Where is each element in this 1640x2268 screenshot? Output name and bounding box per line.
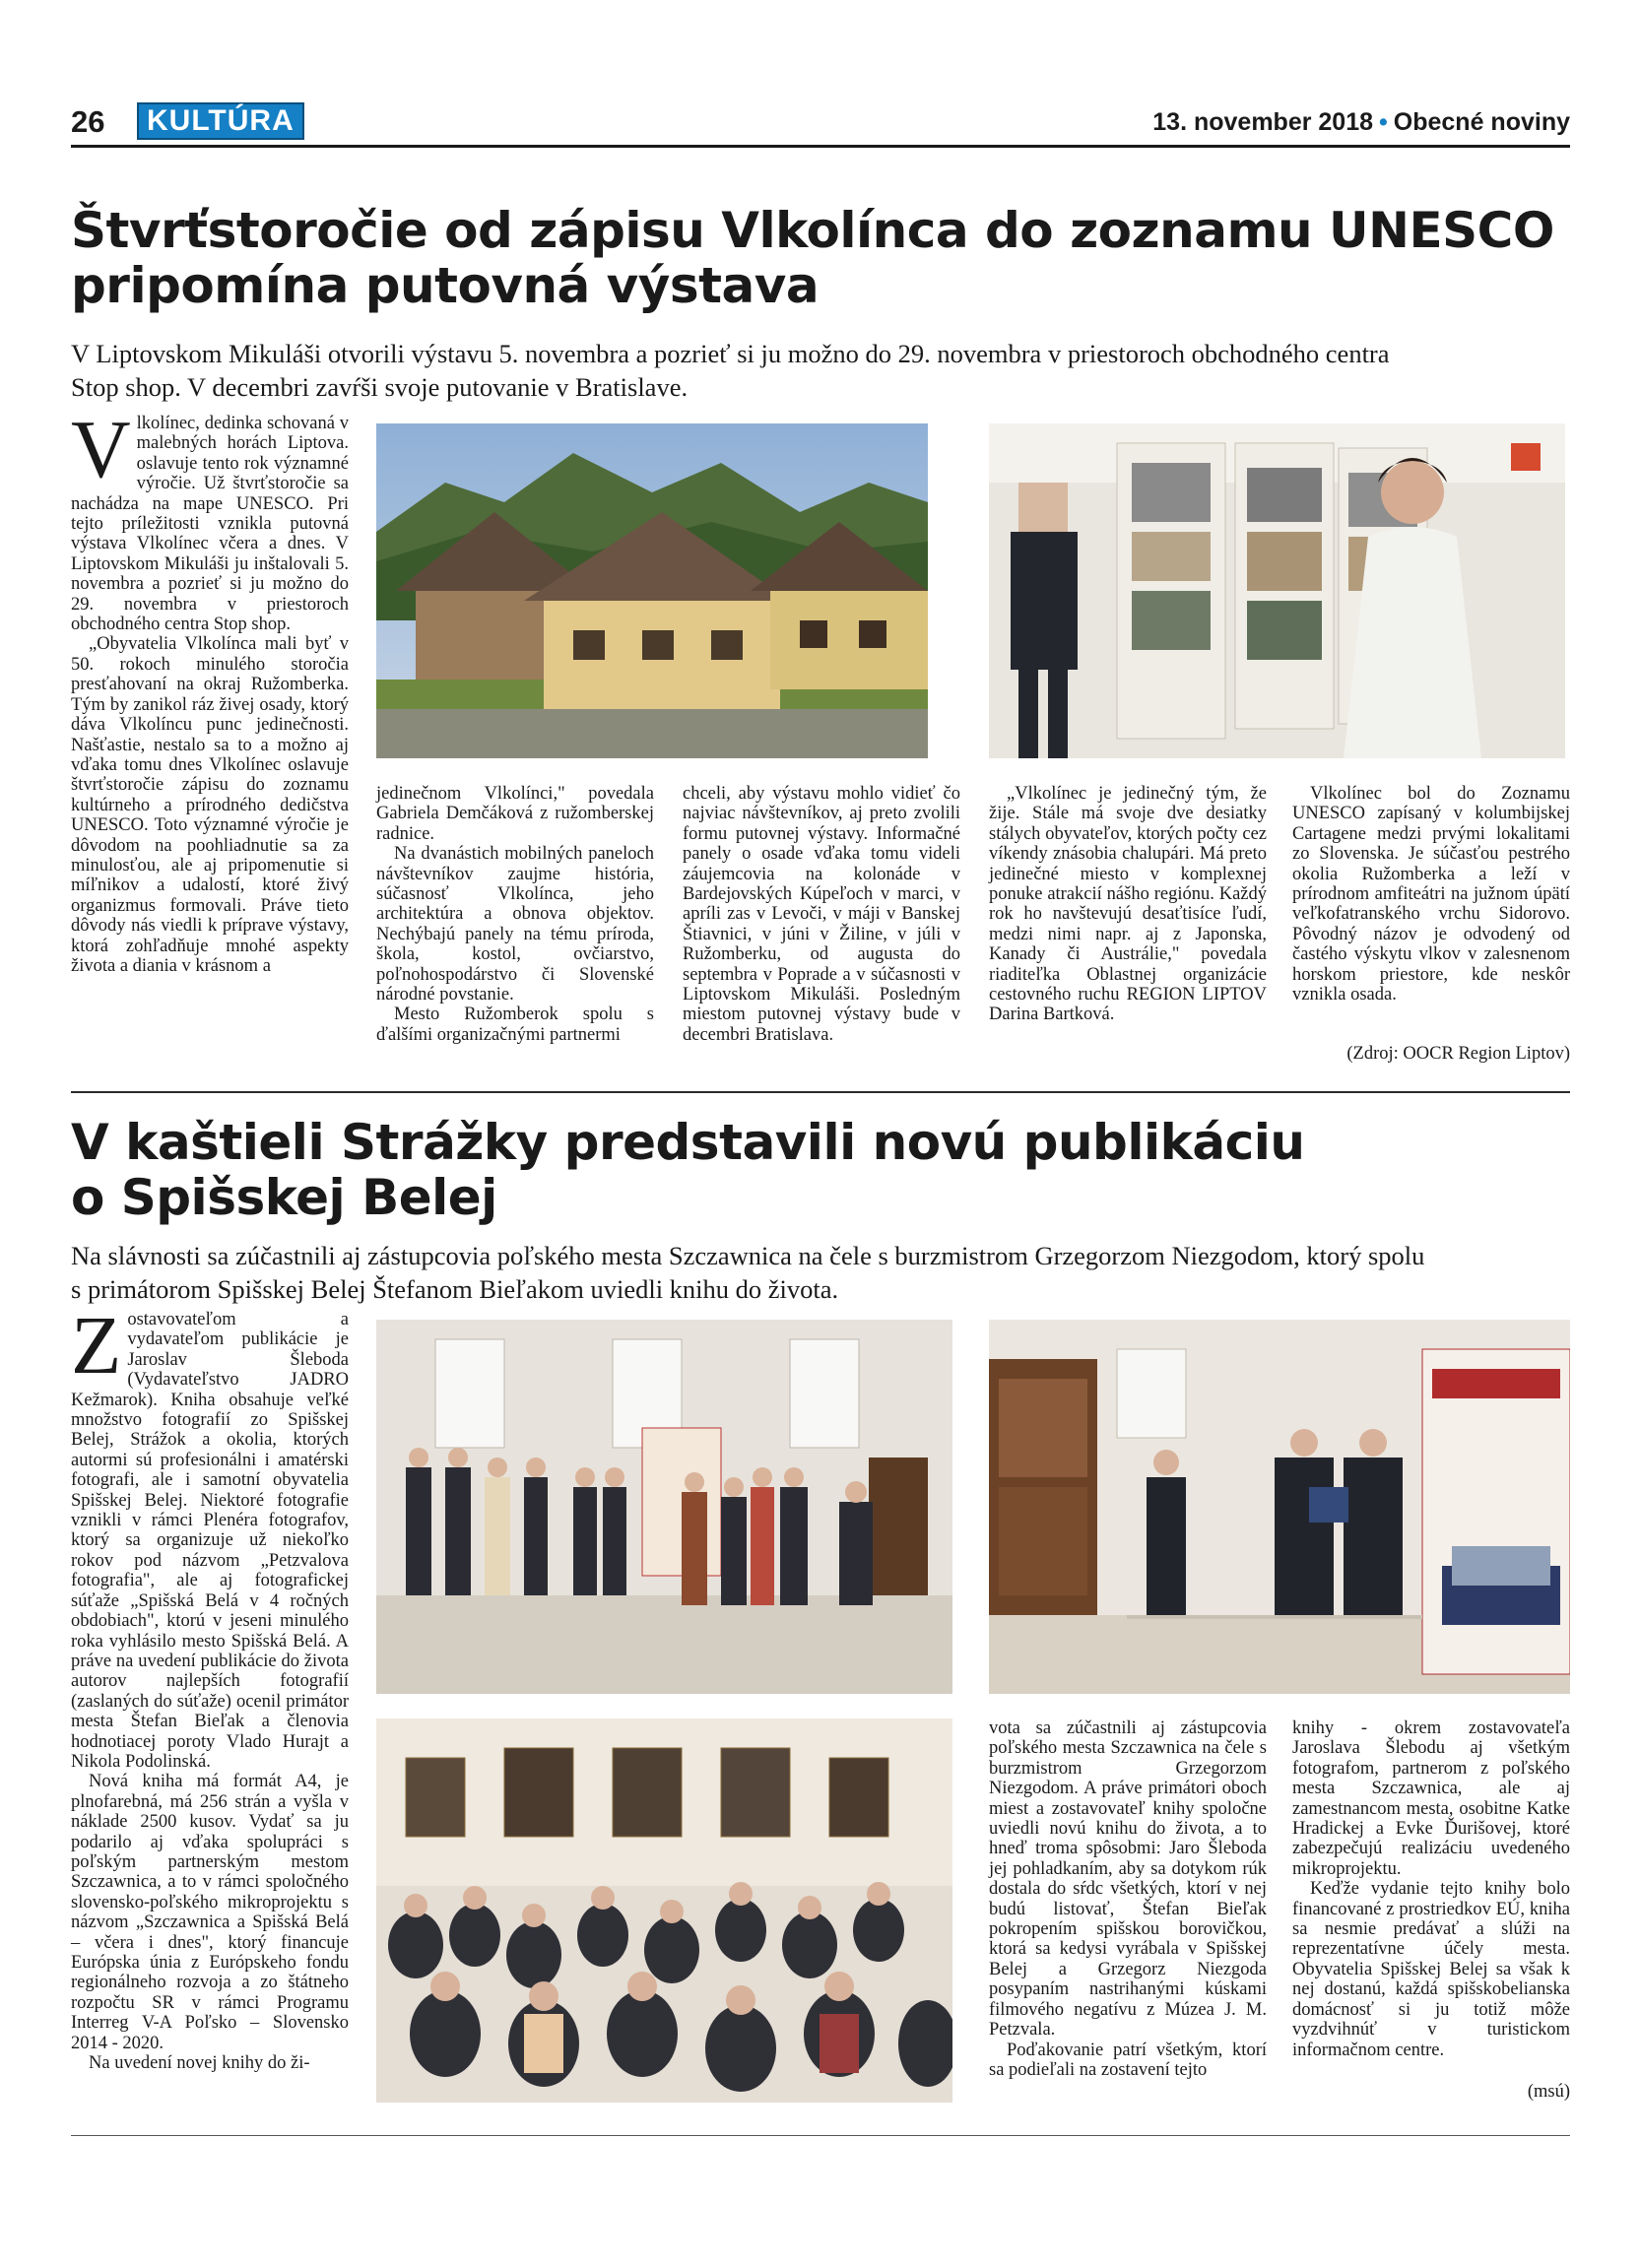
article2-col3-p1: knihy - okrem zostavovateľa Jaroslava Šlebodu aj všetkým fotografom, partnerom z poľského mesta Szczawnica, ale aj zamestnancom mesta, osobitne Katke Hradickej a Evke Ďurišovej, ktoré zabezpečujú realizáciu uvedeného mikroprojektu. bbox=[1292, 1718, 1570, 1879]
issue-info bbox=[1152, 108, 1570, 137]
article2-column-3 bbox=[1292, 1718, 1570, 2093]
article-divider bbox=[71, 1091, 1570, 1093]
book-handover-photo bbox=[989, 1320, 1570, 1694]
article1-col3-p1: chceli, aby výstavu mohlo vidieť čo najviac návštevníkov, aj preto zvolili formu putovnej výstavy. Informačné panely o osade vďaka tomu videli záujemcovia na kolonáde v Bardejovských Kúpeľoch v marci, v apríli zas v Levoči, v máji v Banskej Štiavnici, v júni v Žiline, v júli v Ružomberku, od augusta do septembra v Poprade a v súčasnosti v Liptovskom Mikuláši. Posledným miestom putovnej výstavy bude v decembri Bratislava. bbox=[683, 784, 960, 1045]
article1-credit: (Zdroj: OOCR Region Liptov) bbox=[1346, 1044, 1570, 1064]
audience-photo bbox=[376, 1718, 952, 2103]
article2-title-line1: V kaštieli Strážky predstavili novú publikáciu bbox=[71, 1114, 1305, 1171]
article1-title bbox=[71, 203, 1570, 313]
article1-column-1 bbox=[71, 404, 349, 1071]
article2-col2-p2: Poďakovanie patrí všetkým, ktorí sa podieľali na zostavení tejto bbox=[989, 2040, 1267, 2080]
article1-lead bbox=[71, 337, 1570, 404]
section-tag: KULTÚRA bbox=[137, 102, 304, 140]
award-group-photo bbox=[376, 1320, 952, 1694]
article1-col1-p1: lkolínec, dedinka schovaná v malebných horách Liptova. oslavuje tento rok významné výročie. Už štvrťstoročie sa nachádza na mape UNESCO. Pri tejto príležitosti vznikla putovná výstava Vlkolínec včera a dnes. V Liptovskom Mikuláši ju inštalovali 5. novembra a pozrieť si ju možno do 29. novembra v priestoroch obchodného centra Stop shop. bbox=[71, 414, 349, 635]
article1-lead-line2: Stop shop. V decembri zavŕši svoje putovanie v Bratislave. bbox=[71, 372, 689, 402]
article2-col1-p2: Nová kniha má formát A4, je plnofarebná, má 256 strán a vyšla v náklade 2500 kusov. Vydať sa ju podarilo aj vďaka spolupráci s poľským partnerským mestom Szczawnica, a to v rámci spoločného slovensko-poľského mikroprojektu s názvom „Szczawnica a Spišská Belá – včera i dnes", ktorý financuje Európska únia z Európskeho fondu regionálneho rozvoja a zo štátneho rozpočtu SR v rámci Programu Interreg V-A Poľsko – Slovensko 2014 - 2020. bbox=[71, 1772, 349, 2053]
article2-dropcap: Z bbox=[71, 1300, 122, 1392]
article1-column-3 bbox=[683, 784, 960, 1071]
article2-title bbox=[71, 1115, 1570, 1225]
issue-date: 13. november 2018 bbox=[1152, 108, 1374, 136]
article1-col1-p2: „Obyvatelia Vlkolínca mali byť v 50. rokoch minulého storočia presťahovaní na okraj Ružomberka. Tým by zanikol ráz živej osady, ktorý dáva Vlkolíncu punc jedinečnosti. Našťastie, nestalo sa to a možno aj vďaka tomu dnes Vlkolínec oslavuje štvrťstoročie zápisu do zoznamu kultúrneho a prírodného dedičstva UNESCO. Toto významné výročie je dôvodom na poohliadnutie sa za minulosťou, ale aj pripomenutie si míľnikov a udalostí, ktoré živý organizmus formovali. Práve tieto dôvody nás viedli k príprave výstavy, ktorá zohľadňuje mnohé aspekty života a diania v krásnom a bbox=[71, 634, 349, 976]
article1-column-2 bbox=[376, 784, 654, 1071]
article2-lead-line2: s primátorom Spišskej Belej Štefanom Bieľakom uviedli knihu do života. bbox=[71, 1274, 839, 1304]
exhibition-photo bbox=[989, 423, 1565, 758]
article2-lead bbox=[71, 1239, 1570, 1306]
article1-col2-p1: jedinečnom Vlkolínci," povedala Gabriela Demčáková z ružomberskej radnice. bbox=[376, 784, 654, 844]
separator-dot: • bbox=[1379, 108, 1388, 136]
publication-name: Obecné noviny bbox=[1393, 108, 1570, 136]
article1-lead-line1: V Liptovskom Mikuláši otvorili výstavu 5. novembra a pozrieť si ju možno do 29. novembra v priestoroch obchodného centra bbox=[71, 339, 1390, 368]
article2-title-line2: o Spišskej Belej bbox=[71, 1169, 497, 1226]
article2-lead-line1: Na slávnosti sa zúčastnili aj zástupcovia poľského mesta Szczawnica na čele s burzmistrom Grzegorzom Niezgodom, ktorý spolu bbox=[71, 1241, 1425, 1270]
article1-title-line2: pripomína putovná výstava bbox=[71, 257, 820, 314]
article2-col1-p3: Na uvedení novej knihy do ži- bbox=[89, 2053, 310, 2074]
bottom-rule bbox=[71, 2135, 1570, 2136]
article2-col3-p2: Keďže vydanie tejto knihy bolo financované z prostriedkov EÚ, kniha sa nesmie predávať a slúži na reprezentatívne účely mesta. Obyvatelia Spišskej Belej sa však k nej dostanú, každá spišskobelianska domácnosť si ju totiž môže vyzdvihnúť v turistickom informačnom centre. bbox=[1292, 1879, 1570, 2060]
article2-column-1 bbox=[71, 1300, 349, 2157]
page-header bbox=[71, 102, 1570, 148]
page-number: 26 bbox=[71, 104, 105, 139]
article1-column-5 bbox=[1292, 784, 1570, 1030]
article2-col2-p1: vota sa zúčastnili aj zástupcovia poľského mesta Szczawnica na čele s burzmistrom Grzegorzom Niezgodom. A práve primátori oboch miest a zostavovateľ knihy spoločne uviedli novú knihu do života, a to hneď troma spôsobmi: Jaro Šleboda jej pohladkaním, aby sa dotykom rúk dostala do sŕdc všetkých, ktorí v nej budú listovať, Štefan Bieľak pokropením spišskou borovičkou, ktorá sa kedysi vyrábala v Spišskej Belej a Grzegorz Niezgoda posypaním nastrihanými kúskami filmového negatívu z Múzea J. M. Petzvala. bbox=[989, 1718, 1267, 2041]
village-photo bbox=[376, 423, 928, 758]
article1-col5-p1: Vlkolínec bol do Zoznamu UNESCO zapísaný v kolumbijskej Cartagene medzi prvými lokalitami zo Slovenska. Je súčasťou pestrého okolia Ružomberka a leží v prírodnom amfiteátri na južnom úpätí veľkofatranského vrchu Sidorovo. Pôvodný názov je odvodený od častého výskytu vlkov v zalesnenom horskom priestore, kde neskôr vznikla osada. bbox=[1292, 784, 1570, 1005]
article1-col4-p1: „Vlkolínec je jedinečný tým, že žije. Stále má svoje dve desiatky stálych obyvateľov, ktorých počty cez víkendy znásobia chalupári. Má preto jedinečné miesto v komplexnej ponuke atrakcií nášho regiónu. Každý rok ho navštevujú desaťtisíce ľudí, medzi nimi napr. aj z Japonska, Kanady či Austrálie," povedala riaditeľka Oblastnej organizácie cestovného ruchu REGION LIPTOV Darina Bartková. bbox=[989, 784, 1267, 1025]
article1-title-line1: Štvrťstoročie od zápisu Vlkolínca do zoznamu UNESCO bbox=[71, 202, 1554, 259]
article1-column-4 bbox=[989, 784, 1267, 1071]
article1-col2-p3: Mesto Ružomberok spolu s ďalšími organizačnými partnermi bbox=[376, 1004, 654, 1045]
article2-col1-p1: ostavovateľom a vydavateľom publikácie je Jaroslav Šleboda (Vydavateľstvo JADRO Kežmarok). Kniha obsahuje veľké množstvo fotografií zo Spišskej Belej, Strážok a okolia, ktorých autormi sú profesionálni i amatérski fotografi, ale i samotní obyvatelia Spišskej Belej. Niektoré fotografie vznikli v rámci Plenéra fotografov, ktorý sa organizuje už niekoľko rokov pod názvom „Petzvalova fotografia", ale aj fotografickej súťaže „Spišská Belá v 4 ročných obdobiach", ktorú v jeseni minulého roka vyhlásilo mesto Spišská Belá. A práve na uvedení publikácie do života autorov najlepších fotografií (zaslaných do súťaže) ocenil primátor mesta Štefan Bieľak a členovia hodnotiacej poroty Vlado Hurajt a Nikola Podolinská. bbox=[71, 1310, 349, 1772]
article1-dropcap: V bbox=[71, 404, 131, 495]
article2-column-2 bbox=[989, 1718, 1267, 2132]
article1-col2-p2: Na dvanástich mobilných paneloch návštevníkov zaujme história, súčasnosť Vlkolínca, jeho architektúra a obnova objektov. Nechýbajú panely na tému príroda, škola, kostol, ovčiarstvo, poľnohospodárstvo či Slovenské národné povstanie. bbox=[376, 844, 654, 1005]
article2-credit: (msú) bbox=[1527, 2082, 1570, 2102]
